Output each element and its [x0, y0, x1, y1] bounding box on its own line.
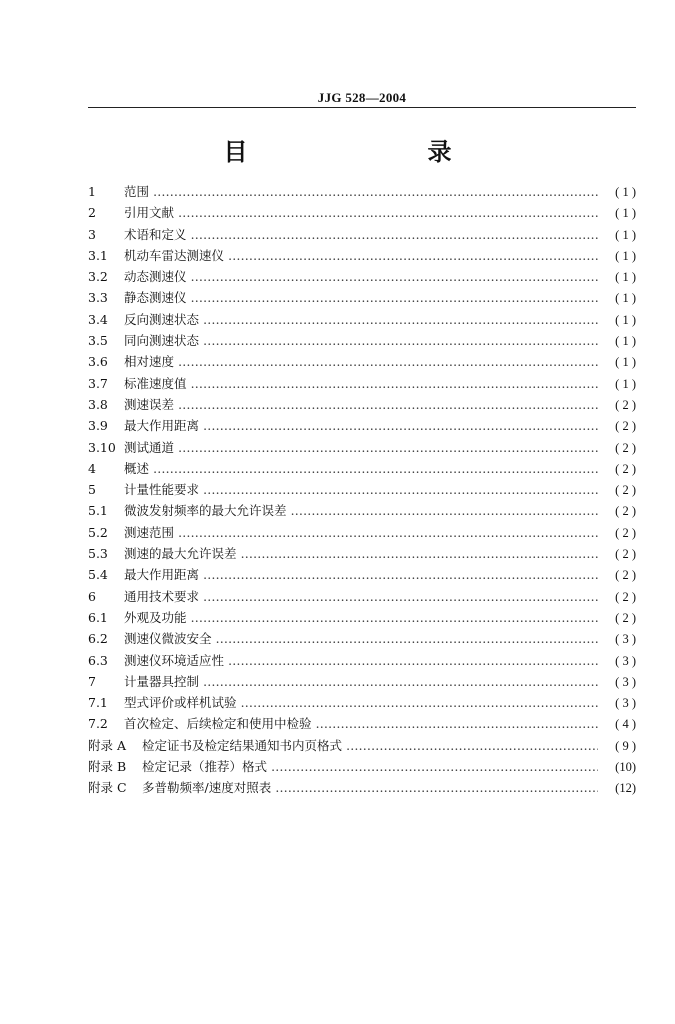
toc-entry-page: ( 2 ): [615, 525, 636, 540]
toc-entry[interactable]: [88, 713, 636, 734]
dot-leader: [203, 586, 598, 607]
toc-entry[interactable]: [88, 181, 636, 202]
toc-entry-title: 测速仪环境适应性: [124, 652, 225, 668]
dot-leader: [178, 202, 598, 223]
toc-entry[interactable]: [88, 586, 636, 607]
dot-leader: [191, 373, 598, 394]
dot-leader: [191, 224, 598, 245]
toc-entry-page: ( 4 ): [615, 717, 636, 732]
toc-entry-number: 2: [88, 205, 96, 221]
toc-entry-title: 检定记录（推荐）格式: [142, 759, 268, 775]
toc-entry-title: 反向测速状态: [124, 311, 200, 327]
dot-leader: [316, 713, 598, 734]
toc-entry-number: 7: [88, 673, 96, 689]
toc-entry[interactable]: [88, 650, 636, 671]
page-title: 目 录: [223, 138, 496, 166]
dot-leader: [178, 351, 598, 372]
toc-entry-number: 3.7: [88, 375, 108, 391]
table-of-contents: [88, 181, 636, 799]
dot-leader: [203, 415, 598, 436]
dot-leader: [228, 245, 598, 266]
toc-entry-page: ( 1 ): [615, 227, 636, 242]
dot-leader: [216, 628, 598, 649]
toc-entry-title: 外观及功能: [124, 609, 187, 625]
toc-entry-page: ( 2 ): [615, 610, 636, 625]
toc-entry-title: 动态测速仪: [124, 269, 187, 285]
toc-entry[interactable]: [88, 522, 636, 543]
toc-entry-title: 最大作用距离: [124, 567, 200, 583]
toc-entry-title: 测速仪微波安全: [124, 631, 212, 647]
dot-leader: [228, 650, 598, 671]
toc-entry[interactable]: [88, 245, 636, 266]
toc-entry-number: 3.6: [88, 354, 108, 370]
toc-entry[interactable]: [88, 500, 636, 521]
toc-entry-page: ( 2 ): [615, 504, 636, 519]
dot-leader: [191, 266, 598, 287]
toc-entry-title: 最大作用距离: [124, 418, 200, 434]
toc-entry-page: ( 2 ): [615, 483, 636, 498]
toc-entry-number: 5.4: [88, 567, 108, 583]
toc-entry[interactable]: [88, 671, 636, 692]
toc-entry[interactable]: [88, 607, 636, 628]
toc-entry-number: 3.9: [88, 418, 108, 434]
toc-entry[interactable]: [88, 777, 636, 798]
dot-leader: [178, 437, 598, 458]
toc-entry-page: ( 1 ): [615, 334, 636, 349]
toc-entry-title: 测速范围: [124, 524, 175, 540]
toc-entry-page: ( 3 ): [615, 632, 636, 647]
toc-entry-number: 3.3: [88, 290, 108, 306]
toc-entry-number: 1: [88, 184, 96, 199]
dot-leader: [241, 543, 598, 564]
toc-entry-number: 7.2: [88, 716, 108, 732]
toc-entry[interactable]: [88, 458, 636, 479]
toc-entry-number: 附录 B: [88, 759, 127, 775]
toc-entry-page: ( 1 ): [615, 270, 636, 285]
toc-entry-number: 6.3: [88, 652, 108, 668]
toc-entry-title: 通用技术要求: [124, 588, 200, 604]
toc-entry-number: 附录 A: [88, 737, 127, 753]
dot-leader: [203, 671, 598, 692]
toc-entry-title: 机动车雷达测速仪: [124, 247, 225, 263]
toc-entry-title: 型式评价或样机试验: [124, 695, 237, 711]
toc-entry[interactable]: [88, 415, 636, 436]
toc-entry-page: (12): [615, 781, 636, 796]
toc-entry[interactable]: [88, 479, 636, 500]
toc-entry-number: 7.1: [88, 695, 108, 711]
toc-entry-page: ( 1 ): [615, 185, 636, 199]
toc-entry-title: 相对速度: [124, 354, 175, 370]
toc-entry-title: 测试通道: [124, 439, 175, 455]
toc-entry-number: 5.3: [88, 546, 108, 562]
toc-entry-number: 3.5: [88, 333, 108, 349]
toc-entry[interactable]: [88, 330, 636, 351]
toc-entry-title: 标准速度值: [124, 375, 187, 391]
dot-leader: [346, 735, 598, 756]
toc-entry[interactable]: [88, 309, 636, 330]
toc-entry[interactable]: [88, 351, 636, 372]
dot-leader: [241, 692, 598, 713]
toc-entry[interactable]: [88, 287, 636, 308]
toc-entry-title: 多普勒频率/速度对照表: [142, 780, 272, 796]
toc-entry-number: 5.2: [88, 524, 108, 540]
toc-entry-number: 5: [88, 482, 96, 498]
toc-entry-title: 范围: [124, 184, 150, 199]
toc-entry-number: 3.1: [88, 247, 108, 263]
toc-entry-page: ( 1 ): [615, 312, 636, 327]
toc-entry-number: 6.2: [88, 631, 108, 647]
toc-entry[interactable]: [88, 202, 636, 223]
dot-leader: [203, 309, 598, 330]
dot-leader: [153, 458, 598, 479]
toc-entry-page: ( 1 ): [615, 355, 636, 370]
toc-entry-page: ( 2 ): [615, 461, 636, 476]
toc-entry-title: 静态测速仪: [124, 290, 187, 306]
toc-entry-page: ( 1 ): [615, 206, 636, 221]
toc-entry-title: 测速的最大允许误差: [124, 546, 237, 562]
toc-entry-title: 微波发射频率的最大允许误差: [124, 503, 287, 519]
toc-entry-page: ( 2 ): [615, 547, 636, 562]
dot-leader: [203, 479, 598, 500]
toc-entry-page: ( 2 ): [615, 397, 636, 412]
dot-leader: [291, 500, 598, 521]
dot-leader: [178, 522, 598, 543]
toc-entry[interactable]: [88, 394, 636, 415]
dot-leader: [271, 756, 598, 777]
dot-leader: [178, 394, 598, 415]
dot-leader: [275, 777, 598, 798]
toc-entry-page: ( 3 ): [615, 696, 636, 711]
dot-leader: [203, 330, 598, 351]
toc-entry[interactable]: [88, 628, 636, 649]
toc-entry[interactable]: [88, 373, 636, 394]
toc-entry[interactable]: [88, 266, 636, 287]
document-code-header: JJG 528—2004: [317, 90, 407, 105]
toc-entry-title: 首次检定、后续检定和使用中检验: [124, 716, 312, 732]
dot-leader: [191, 607, 598, 628]
dot-leader: [153, 181, 598, 202]
toc-entry-page: ( 2 ): [615, 419, 636, 434]
toc-entry[interactable]: [88, 692, 636, 713]
toc-entry[interactable]: [88, 224, 636, 245]
toc-entry-page: ( 2 ): [615, 440, 636, 455]
toc-entry-number: 6: [88, 588, 96, 604]
toc-entry-number: 6.1: [88, 609, 108, 625]
toc-entry[interactable]: [88, 756, 636, 777]
toc-entry-page: ( 2 ): [615, 589, 636, 604]
toc-entry[interactable]: [88, 543, 636, 564]
toc-entry-number: 3.2: [88, 269, 108, 285]
toc-entry-title: 计量器具控制: [124, 673, 200, 689]
header-rule: [88, 107, 636, 108]
toc-entry-number: 3.4: [88, 311, 108, 327]
toc-entry-title: 同向测速状态: [124, 333, 200, 349]
toc-entry-title: 引用文献: [124, 205, 175, 221]
toc-entry-title: 计量性能要求: [124, 482, 200, 498]
toc-entry-page: (10): [615, 760, 636, 775]
toc-entry[interactable]: [88, 564, 636, 585]
toc-entry[interactable]: [88, 735, 636, 756]
toc-entry-number: 5.1: [88, 503, 108, 519]
toc-entry-page: ( 2 ): [615, 568, 636, 583]
toc-entry-title: 测速误差: [124, 396, 175, 412]
dot-leader: [203, 564, 598, 585]
toc-entry-title: 概述: [124, 460, 150, 476]
toc-entry-page: ( 1 ): [615, 291, 636, 306]
toc-entry-number: 3: [88, 226, 96, 242]
toc-entry-page: ( 1 ): [615, 248, 636, 263]
toc-entry-number: 附录 C: [88, 780, 127, 796]
toc-entry-title: 检定证书及检定结果通知书内页格式: [142, 737, 343, 753]
toc-entry-number: 3.10: [88, 439, 116, 455]
dot-leader: [191, 287, 598, 308]
toc-entry-page: ( 3 ): [615, 674, 636, 689]
toc-entry-number: 3.8: [88, 396, 108, 412]
toc-entry-page: ( 9 ): [615, 738, 636, 753]
toc-entry-page: ( 1 ): [615, 376, 636, 391]
toc-entry-title: 术语和定义: [124, 226, 187, 242]
toc-entry[interactable]: [88, 437, 636, 458]
toc-entry-number: 4: [88, 460, 96, 476]
toc-entry-page: ( 3 ): [615, 653, 636, 668]
